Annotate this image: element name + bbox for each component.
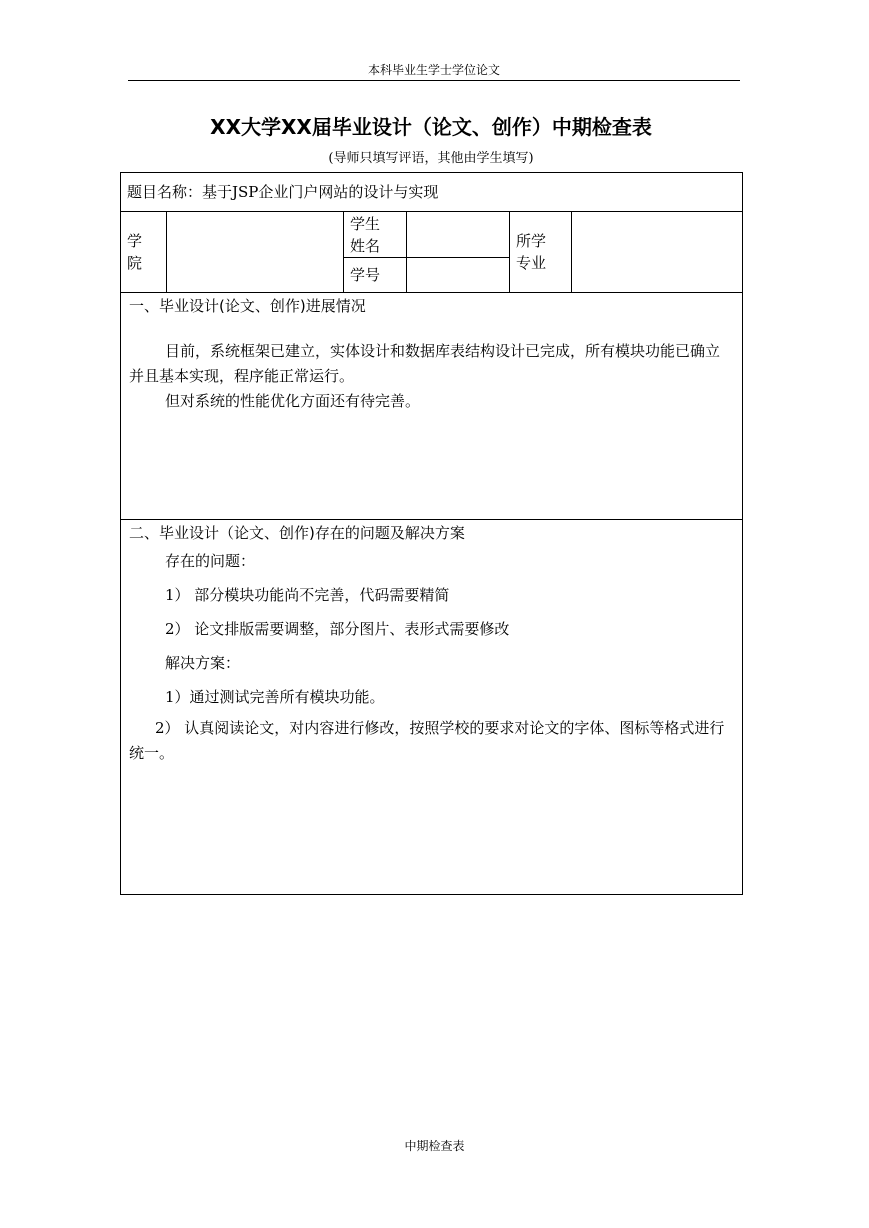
progress-paragraph: 目前，系统框架已建立，实体设计和数据库表结构设计已完成，所有模块功能已确立并且基本实现，程序能正常运行。 bbox=[129, 342, 721, 385]
running-header: 本科毕业生学士学位论文 bbox=[367, 63, 500, 77]
midterm-check-form bbox=[120, 172, 743, 895]
problem-item: 1） 部分模块功能尚不完善，代码需要精简 bbox=[165, 586, 450, 604]
progress-heading: 一、毕业设计(论文、创作)进展情况 bbox=[129, 297, 366, 315]
college-value bbox=[167, 212, 344, 293]
issues-section bbox=[121, 520, 743, 895]
topic-cell bbox=[121, 173, 743, 212]
page-footer: 中期检查表 bbox=[404, 1139, 465, 1153]
topic-value: 基于JSP企业门户网站的设计与实现 bbox=[202, 183, 439, 201]
page-title: XX大学XX届毕业设计（论文、创作）中期检查表 bbox=[210, 115, 652, 139]
problem-item: 2） 论文排版需要调整，部分图片、表形式需要修改 bbox=[165, 620, 510, 638]
student-id-label: 学号 bbox=[344, 258, 407, 293]
issues-heading: 二、毕业设计（论文、创作)存在的问题及解决方案 bbox=[129, 524, 465, 542]
page-subtitle: (导师只填写评语，其他由学生填写) bbox=[328, 151, 534, 166]
major-label: 所学 专业 bbox=[510, 212, 572, 293]
major-value bbox=[572, 212, 743, 293]
topic-row bbox=[121, 173, 743, 212]
progress-section bbox=[121, 293, 743, 520]
student-name-value bbox=[407, 212, 510, 258]
info-row-1 bbox=[121, 212, 743, 258]
college-label: 学 院 bbox=[121, 212, 167, 293]
solution-item: 1）通过测试完善所有模块功能。 bbox=[165, 688, 385, 706]
topic-label: 题目名称： bbox=[127, 183, 203, 201]
problems-label: 存在的问题： bbox=[165, 552, 256, 570]
issues-section-row bbox=[121, 520, 743, 895]
progress-section-row bbox=[121, 293, 743, 520]
student-id-value bbox=[407, 258, 510, 293]
solutions-label: 解决方案： bbox=[165, 654, 241, 672]
student-name-label: 学生 姓名 bbox=[344, 212, 407, 258]
progress-paragraph: 但对系统的性能优化方面还有待完善。 bbox=[165, 392, 421, 410]
solution-item: 2） 认真阅读论文，对内容进行修改，按照学校的要求对论文的字体、图标等格式进行统一。 bbox=[129, 719, 725, 762]
header-rule bbox=[128, 80, 740, 81]
